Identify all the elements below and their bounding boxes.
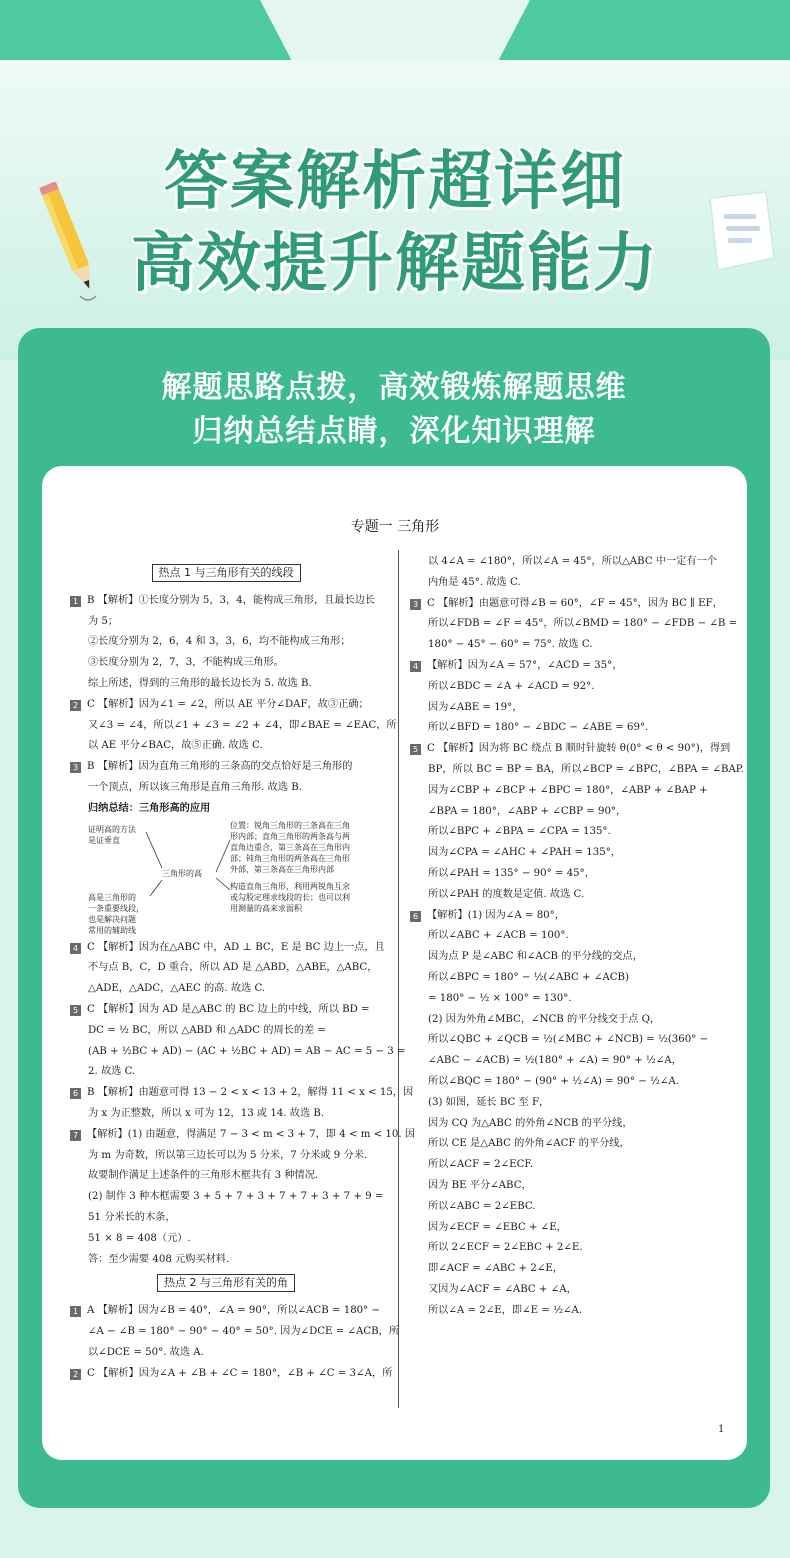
answer-item — [410, 739, 731, 760]
diagram-text-center: 三角形的高 — [162, 868, 202, 878]
answer-item — [410, 906, 726, 927]
answer-line — [410, 760, 744, 781]
answer-line — [70, 1322, 400, 1343]
diagram-text-right1: 位置：锐角三角形的三条高在三角 — [230, 820, 350, 830]
answer-line — [410, 698, 726, 719]
answer-text: 归纳总结：三角形高的应用 — [88, 802, 211, 814]
answer-line — [70, 736, 382, 757]
answer-line — [410, 1114, 726, 1135]
answer-text: 以 AE 平分∠BAC，故⑤正确. 故选 C. — [88, 740, 263, 752]
diagram-text-left2: 是证垂直 — [88, 835, 120, 845]
top-notch — [260, 0, 530, 62]
answer-line — [70, 632, 382, 653]
answer-line — [410, 864, 726, 885]
answer-text: 以 4∠A = ∠180°，所以∠A = 45°，所以△ABC 中一定有一个 — [428, 556, 717, 567]
diagram-text-right7: 或勾股定理求线段的长；也可以利 — [230, 892, 350, 902]
answer-text: 因为∠CBP + ∠BCP + ∠BPC = 180°，∠ABP + ∠BAP + — [428, 784, 708, 796]
subtitle-line-1: 解题思路点拨，高效锻炼解题思维 — [161, 370, 627, 405]
answer-item — [70, 1083, 414, 1104]
answer-text: 2. 故选 C. — [88, 1066, 136, 1078]
answer-item — [70, 695, 382, 716]
answer-text: C 【解析】因为将 BC 绕点 B 顺时针旋转 θ(0° < θ < 90°)，得到 — [427, 743, 731, 755]
summary-heading — [70, 799, 382, 820]
answer-text: 一个顶点，所以该三角形是直角三角形. 故选 B. — [88, 781, 303, 793]
answer-text: 所以∠PAH = 135° − 90° = 45°， — [428, 867, 595, 879]
answer-text: 所以∠BPC + ∠BPA = ∠CPA = 135°. — [428, 826, 611, 838]
section-heading-text: 热点 2 与三角形有关的角 — [157, 1274, 295, 1292]
diagram-text-right4: 部；钝角三角形的两条高在三角形 — [230, 853, 350, 863]
answer-text: B 【解析】①长度分别为 5，3，4，能构成三角形，且最长边长 — [87, 594, 376, 606]
answer-text: 所以 2∠ECF = 2∠EBC + 2∠E. — [428, 1242, 583, 1254]
diagram-text-left3: 高是三角形的 — [88, 892, 136, 902]
answer-line — [410, 1259, 726, 1280]
question-number-badge: 6 — [410, 911, 421, 922]
answer-line — [410, 1134, 726, 1155]
answer-text: 因为∠ECF = ∠EBC + ∠E， — [428, 1221, 567, 1233]
answer-text: (2) 制作 3 种木框需要 3 + 5 + 7 + 3 + 7 + 7 + 3 + 7 + 9 = — [88, 1191, 384, 1203]
answer-line — [410, 1093, 726, 1114]
answer-text: = 180° − ½ × 100° = 130°. — [428, 992, 572, 1004]
answer-item — [70, 1000, 382, 1021]
answer-text: 【解析】(1) 因为∠A = 80°， — [427, 909, 565, 921]
answer-text: 故要制作满足上述条件的三角形木框共有 3 种情况. — [88, 1170, 319, 1182]
answer-text: 180° − 45° − 60° = 75°. 故选 C. — [428, 639, 593, 651]
answer-line — [410, 1280, 726, 1301]
answer-text: 所以∠BQC = 180° − (90° + ½∠A) = 90° − ½∠A. — [428, 1075, 679, 1087]
right-column — [410, 552, 744, 1321]
pencil-icon — [40, 178, 100, 308]
answer-item — [70, 757, 382, 778]
answer-text: ②长度分别为 2，6，4 和 3，3，6，均不能构成三角形； — [88, 636, 351, 648]
answer-line — [410, 1010, 726, 1031]
answer-text: 因为∠CPA = ∠AHC + ∠PAH = 135°， — [428, 847, 622, 859]
question-number-badge: 2 — [70, 1369, 81, 1380]
answer-text: 综上所述，得到的三角形的最长边长为 5. 故选 B. — [88, 677, 312, 689]
answer-text: 所以∠A = 2∠E，即∠E = ½∠A. — [428, 1304, 583, 1316]
answer-item — [70, 1364, 393, 1385]
answer-line — [410, 635, 726, 656]
answer-text: 51 分米长的木条， — [88, 1211, 176, 1223]
answer-text: BP，所以 BC = BP = BA，所以∠BCP = ∠BPC，∠BPA = ∠BAP. — [428, 763, 744, 775]
answer-line — [410, 968, 726, 989]
question-number-badge: 7 — [70, 1130, 81, 1141]
answer-text: C 【解析】因为∠1 = ∠2，所以 AE 平分∠DAF，故③正确； — [87, 698, 369, 710]
answer-line — [70, 1021, 382, 1042]
document-title: 专题一 三角形 — [350, 519, 440, 535]
answer-item — [70, 591, 382, 612]
answer-line — [410, 926, 726, 947]
answer-line — [410, 718, 726, 739]
answer-text: 51 × 8 = 408（元）. — [88, 1232, 191, 1244]
answer-text: C 【解析】因为在△ABC 中，AD ⊥ BC，E 是 BC 边上一点，且 — [87, 941, 385, 953]
paper-icon — [700, 188, 780, 278]
answer-text: 即∠ACF = ∠ABC + 2∠E， — [428, 1263, 563, 1275]
diagram-text-right2: 形内部；直角三角形的两条高与两 — [230, 831, 350, 841]
column-divider — [398, 550, 399, 1408]
answer-text: 因为 CQ 为△ABC 的外角∠NCB 的平分线， — [428, 1117, 633, 1129]
answer-line — [410, 1051, 726, 1072]
answer-text: (AB + ½BC + AD) − (AC + ½BC + AD) = AB − AC = 5 − 3 = — [88, 1045, 406, 1057]
answer-line — [70, 653, 382, 674]
question-number-badge: 3 — [70, 762, 81, 773]
answer-text: 【解析】(1) 由题意，得满足 7 − 3 < m < 3 + 7，即 4 < m < 10. 因 — [87, 1128, 416, 1140]
answer-line — [70, 1229, 382, 1250]
answer-item — [410, 656, 726, 677]
answer-text: △ADE，△ADC，△AEC 的高. 故选 C. — [88, 983, 266, 995]
answer-text: ∠A − ∠B = 180° − 90° − 40° = 50°. 因为∠DCE = ∠ACB，所 — [88, 1325, 400, 1337]
answer-line — [70, 778, 382, 799]
answer-line — [70, 1208, 382, 1229]
headline-line-1: 答案解析超详细 — [164, 145, 626, 219]
answer-line — [410, 989, 726, 1010]
answer-line — [410, 947, 726, 968]
question-number-badge: 1 — [70, 596, 81, 607]
question-number-badge: 5 — [70, 1005, 81, 1016]
answer-text: ∠BPA = 180°，∠ABP + ∠CBP = 90°， — [428, 805, 627, 817]
headline-line-2: 高效提升解题能力 — [131, 227, 659, 301]
answer-item — [410, 594, 726, 615]
answer-text: 所以∠ACF = 2∠ECF. — [428, 1159, 534, 1171]
answer-text: 所以∠ABC + ∠ACB = 100°. — [428, 930, 569, 942]
answer-text: 为 x 为正整数，所以 x 可为 12，13 或 14. 故选 B. — [88, 1107, 325, 1119]
answer-line — [410, 781, 726, 802]
answer-line — [410, 822, 726, 843]
subtitle-line-2: 归纳总结点睛，深化知识理解 — [192, 414, 596, 449]
answer-line — [410, 1218, 726, 1239]
answer-line — [70, 958, 382, 979]
answer-text: 不与点 B，C，D 重合，所以 AD 是 △ABD，△ABE，△ABC， — [88, 962, 378, 974]
answer-text: DC = ½ BC，所以 △ABD 和 △ADC 的周长的差 = — [88, 1024, 326, 1036]
answer-text: 内角是 45°. 故选 C. — [428, 576, 521, 588]
answer-line — [410, 1155, 726, 1176]
answer-line — [70, 1042, 406, 1063]
answer-item — [70, 1125, 416, 1146]
left-column — [70, 560, 416, 1384]
answer-text: 又∠3 = ∠4，所以∠1 + ∠3 = ∠2 + ∠4，即∠BAE = ∠EAC，所 — [88, 719, 397, 731]
answer-text: C 【解析】因为 AD 是△ABC 的 BC 边上的中线，所以 BD = — [87, 1003, 370, 1015]
answer-text: A 【解析】因为∠B = 40°，∠A = 90°，所以∠ACB = 180° − — [87, 1305, 381, 1317]
answer-line — [70, 1343, 382, 1364]
answer-line — [410, 802, 726, 823]
question-number-badge: 1 — [70, 1306, 81, 1317]
answer-text: 所以 CE 是△ABC 的外角∠ACF 的平分线， — [428, 1138, 630, 1150]
answer-line — [410, 1197, 726, 1218]
answer-text: B 【解析】由题意可得 13 − 2 < x < 13 + 2，解得 11 < x < 15，因 — [87, 1087, 414, 1099]
diagram-text-left6: 常用的辅助线 — [88, 925, 136, 935]
answer-line — [410, 614, 738, 635]
diagram-text-right6: 构造直角三角形，利用两锐角互余 — [230, 881, 350, 891]
answer-text: 因为∠ABE = 19°， — [428, 701, 523, 713]
answer-line — [70, 1187, 382, 1208]
answer-line — [410, 1072, 726, 1093]
answer-line — [410, 677, 726, 698]
question-number-badge: 3 — [410, 599, 421, 610]
answer-text: C 【解析】由题意可得∠B = 60°，∠F = 45°，因为 BC ∥ EF， — [427, 597, 723, 609]
answer-text: ③长度分别为 2，7，3，不能构成三角形。 — [88, 657, 284, 669]
answer-line — [410, 1176, 726, 1197]
answer-text: (2) 因为外角∠MBC，∠NCB 的平分线交于点 Q， — [428, 1013, 661, 1025]
answer-text: 所以∠FDB = ∠F = 45°，所以∠BMD = 180° − ∠FDB − ∠B = — [428, 618, 738, 630]
answer-line — [70, 1146, 382, 1167]
answer-text: 又因为∠ACF = ∠ABC + ∠A， — [428, 1283, 577, 1295]
diagram-text-right5: 外部，第三条高在三角形内部 — [230, 864, 334, 874]
question-number-badge: 4 — [70, 943, 81, 954]
height-summary-diagram — [70, 820, 382, 938]
answer-text: 为 5； — [88, 615, 119, 627]
answer-text: 所以∠QBC + ∠QCB = ½(∠MBC + ∠NCB) = ½(360° − — [428, 1034, 709, 1046]
answer-text: 所以∠BDC = ∠A + ∠ACD = 92°. — [428, 680, 595, 692]
section-heading-text: 热点 1 与三角形有关的线段 — [152, 564, 301, 582]
answer-line — [70, 674, 382, 695]
answer-line — [410, 1238, 726, 1259]
answer-text: 所以∠ABC = 2∠EBC. — [428, 1200, 536, 1212]
section-heading — [70, 564, 382, 585]
answer-line — [70, 1250, 382, 1271]
answer-line — [410, 843, 726, 864]
question-number-badge: 2 — [70, 700, 81, 711]
answer-line — [410, 1030, 726, 1051]
answer-line — [70, 612, 382, 633]
answer-line — [410, 573, 726, 594]
answer-line — [410, 1301, 726, 1322]
answer-text: 所以∠BFD = 180° − ∠BDC − ∠ABE = 69°. — [428, 722, 649, 734]
answer-text: 所以∠BPC = 180° − ½(∠ABC + ∠ACB) — [428, 971, 629, 983]
page-number: 1 — [718, 1424, 725, 1435]
diagram-text-right8: 用测量的高来求面积 — [230, 903, 302, 913]
answer-text: 因为 BE 平分∠ABC， — [428, 1179, 532, 1191]
answer-line — [70, 979, 382, 1000]
diagram-connector-lines — [70, 820, 382, 938]
answer-line — [410, 552, 726, 573]
answer-text: 所以∠PAH 的度数是定值. 故选 C. — [428, 888, 585, 900]
answer-text: (3) 如图，延长 BC 至 F， — [428, 1096, 550, 1108]
answer-text: C 【解析】因为∠A + ∠B + ∠C = 180°，∠B + ∠C = 3∠A，所 — [87, 1367, 393, 1379]
answer-text: 答：至少需要 408 元购买材料. — [88, 1253, 230, 1265]
question-number-badge: 5 — [410, 744, 421, 755]
answer-item — [70, 938, 385, 959]
question-number-badge: 4 — [410, 661, 421, 672]
diagram-text-left5: 也是解决问题 — [88, 914, 136, 924]
answer-text: B 【解析】因为直角三角形的三条高的交点恰好是三角形的 — [87, 761, 353, 773]
answer-text: 为 m 为奇数，所以第三边长可以为 5 分米，7 分米或 9 分米. — [88, 1149, 368, 1161]
answer-line — [70, 1104, 382, 1125]
question-number-badge: 6 — [70, 1088, 81, 1099]
answer-line — [70, 1166, 382, 1187]
answer-text: 以∠DCE = 50°. 故选 A. — [88, 1346, 204, 1358]
answer-line — [70, 1062, 382, 1083]
answer-item — [70, 1301, 382, 1322]
answer-text: 【解析】因为∠A = 57°，∠ACD = 35°， — [427, 659, 623, 671]
answer-text: 因为点 P 是∠ABC 和∠ACB 的平分线的交点， — [428, 951, 643, 963]
answer-text: ∠ABC − ∠ACB) = ½(180° + ∠A) = 90° + ½∠A， — [428, 1055, 682, 1067]
diagram-text-right3: 直角边重合，第三条高在三角形内 — [230, 842, 350, 852]
diagram-text-left1: 证明高的方法 — [88, 824, 136, 834]
answer-line — [70, 716, 397, 737]
answer-line — [410, 885, 726, 906]
section-heading — [70, 1274, 382, 1295]
diagram-text-left4: 一条重要线段， — [88, 903, 144, 913]
